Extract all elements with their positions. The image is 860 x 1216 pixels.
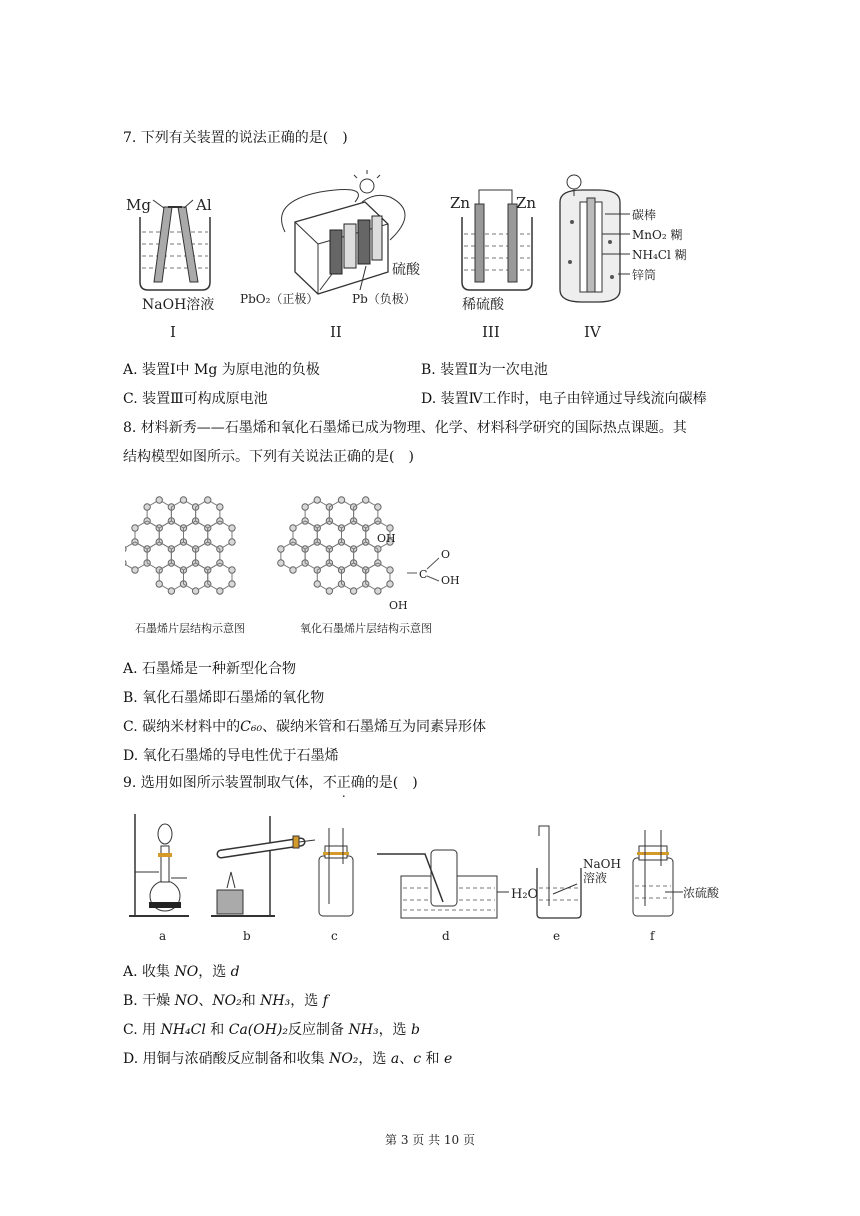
label-zinc-can: 锌筒 [632, 268, 657, 282]
q9-c-sep1: 和 [205, 1022, 229, 1038]
apparatus-iii [450, 190, 536, 341]
q8-option-c[interactable] [123, 717, 486, 737]
q8-stem-line1: 8. 材料新秀——石墨烯和氧化石墨烯已成为物理、化学、材料科学研究的国际热点课题。其 [123, 420, 687, 436]
hexagon-ring [354, 500, 378, 528]
hexagon-ring [281, 542, 305, 570]
q9-c-text1: C. 用 [123, 1022, 161, 1038]
hexagon-ring [183, 521, 207, 549]
q9-a-formula-no: NO [174, 964, 199, 980]
hexagon-ring [317, 563, 341, 591]
label-carbon-rod: 碳棒 [632, 208, 657, 222]
hexagon-ring [329, 500, 353, 528]
graphene-oxide-caption: 氧化石墨烯片层结构示意图 [300, 622, 432, 635]
label-mno2: MnO₂ 糊 [632, 228, 683, 242]
apparatus-e [537, 826, 621, 943]
q9-stem [123, 773, 418, 793]
q9-stem-suffix: 的是( ) [364, 775, 418, 791]
label-mg: Mg [126, 196, 151, 214]
carbon-atom [314, 497, 320, 503]
q8-option-c-suffix: 、碳纳米管和石墨烯互为同素异形体 [262, 719, 487, 735]
letter-b: b [243, 929, 251, 943]
letter-a: a [159, 929, 167, 943]
carbon-atom [338, 497, 344, 503]
carbon-atom [229, 567, 235, 573]
hexagon-ring [305, 542, 329, 570]
letter-d: d [442, 929, 450, 943]
q9-a-text2: ，选 [198, 964, 231, 980]
q9-d-choice-c: c [413, 1051, 422, 1067]
apparatus-d [377, 850, 538, 943]
q9-b-formula-no: NO [174, 993, 199, 1009]
carbon-atom [278, 560, 284, 566]
hexagon-ring [171, 542, 195, 570]
q9-d-text1: D. 用铜与浓硝酸反应制备和收集 [123, 1051, 330, 1067]
q8-option-d[interactable]: D. 氧化石墨烯的导电性优于石墨烯 [123, 748, 339, 764]
hexagon-ring [196, 500, 220, 528]
q8-option-b[interactable]: B. 氧化石墨烯即石墨烯的氧化物 [123, 690, 325, 706]
hexagon-ring [329, 542, 353, 570]
label-pbo2: PbO₂（正极） [240, 292, 319, 306]
apparatus-c [319, 828, 353, 943]
graphene-caption: 石墨烯片层结构示意图 [135, 622, 245, 635]
q9-d-formula-no2: NO₂ [329, 1051, 359, 1067]
q9-b-text1: B. 干燥 [123, 993, 175, 1009]
hexagon-ring [159, 521, 183, 549]
carbon-atom [132, 525, 138, 531]
naoh-label: NaOH [583, 857, 621, 871]
apparatus-f [633, 830, 720, 943]
carbon-atom [192, 588, 198, 594]
q8-stem-line2: 结构模型如图所示。下列有关说法正确的是( ) [123, 449, 414, 465]
letter-e: e [553, 929, 561, 943]
hexagon-ring [171, 500, 195, 528]
hexagon-ring [208, 563, 232, 591]
acid-label: 浓硫酸 [683, 886, 720, 900]
carbon-atom [217, 504, 223, 510]
letter-c: c [331, 929, 338, 943]
carbon-atom [375, 504, 381, 510]
q8-figure [125, 486, 465, 646]
q9-b-sep1: 、 [198, 993, 213, 1009]
hexagon-ring [159, 563, 183, 591]
hexagon-ring [147, 500, 171, 528]
q9-option-b[interactable] [123, 991, 328, 1011]
q7-option-c[interactable]: C. 装置Ⅲ可构成原电池 [123, 391, 268, 407]
graphene-oxide-lattice [278, 497, 394, 594]
hexagon-ring [196, 542, 220, 570]
carbon-atom [350, 588, 356, 594]
label-al: Al [196, 196, 212, 214]
c-label: C [419, 568, 428, 581]
cooh-oh-label: OH [441, 574, 460, 587]
q9-c-formula-nh4cl: NH₄Cl [160, 1022, 206, 1038]
carbon-atom [387, 525, 393, 531]
carbon-atom [290, 567, 296, 573]
q9-d-sep2: 和 [421, 1051, 444, 1067]
carbon-atom [314, 581, 320, 587]
label-dilute-acid: 稀硫酸 [462, 297, 504, 313]
q9-d-sep1: 、 [399, 1051, 414, 1067]
q9-b-sep2: 和 [241, 993, 261, 1009]
letter-f: f [650, 929, 655, 943]
q9-a-choice: d [230, 964, 240, 980]
carbon-atom [278, 546, 284, 552]
q9-stem-prefix: 9. 选用如图所示装置制取气体， [123, 775, 323, 791]
hexagon-ring [305, 500, 329, 528]
q9-option-c[interactable] [123, 1020, 420, 1040]
hexagon-ring [366, 563, 390, 591]
label-zn-right: Zn [516, 194, 537, 212]
label-zn-left: Zn [450, 194, 471, 212]
carbon-atom [229, 525, 235, 531]
hexagon-ring [317, 521, 341, 549]
roman-iii: III [482, 323, 500, 341]
carbon-atom [302, 504, 308, 510]
carbon-atom [387, 567, 393, 573]
carbon-atom [290, 525, 296, 531]
o-label: O [441, 548, 451, 561]
oh-bottom-label: OH [389, 599, 408, 612]
carbon-atom [387, 581, 393, 587]
carbon-atom [168, 588, 174, 594]
carbon-atom [156, 497, 162, 503]
carbon-atom [156, 581, 162, 587]
q9-stem-emphasis: 不正确 [322, 775, 365, 791]
hexagon-ring [125, 542, 147, 570]
q9-c-formula-caoh2: Ca(OH)₂ [228, 1022, 289, 1038]
hexagon-ring [293, 521, 317, 549]
q9-d-text2: ，选 [358, 1051, 391, 1067]
q9-c-text2: ，选 [378, 1022, 412, 1038]
label-h2so4: 硫酸 [392, 262, 420, 278]
naoh-solution-label: 溶液 [583, 871, 608, 885]
q9-figure [125, 806, 735, 946]
q8-option-c-prefix: C. 碳纳米材料中的 [123, 719, 241, 735]
roman-iv: IV [584, 323, 601, 341]
q9-a-text1: A. 收集 [123, 964, 175, 980]
q9-c-formula-nh3: NH₃ [348, 1022, 379, 1038]
roman-ii: II [330, 323, 342, 341]
apparatus-iv [560, 175, 687, 341]
q9-d-choice-e: e [443, 1051, 453, 1067]
carbon-atom [326, 588, 332, 594]
label-nh4cl: NH₄Cl 糊 [632, 248, 687, 262]
q9-b-choice: f [322, 993, 328, 1009]
carbon-atom [363, 497, 369, 503]
h2o-label: H₂O [511, 887, 539, 902]
q7-option-a[interactable]: A. 装置Ⅰ中 Mg 为原电池的负极 [123, 362, 320, 378]
carbon-atom [229, 539, 235, 545]
carbon-atom [375, 588, 381, 594]
page-footer: 第 3 页 共 10 页 [385, 1133, 475, 1147]
q7-stem: 7. 下列有关装置的说法正确的是( ) [123, 130, 348, 146]
q9-option-d[interactable] [123, 1049, 452, 1069]
apparatus-a [129, 814, 189, 943]
c60-formula: C₆₀ [240, 719, 263, 735]
q9-b-text2: ，选 [290, 993, 323, 1009]
q9-c-choice: b [411, 1022, 420, 1038]
hexagon-ring [341, 563, 365, 591]
carbon-atom [132, 567, 138, 573]
hexagon-ring [183, 563, 207, 591]
hexagon-ring [341, 521, 365, 549]
hexagon-ring [135, 521, 159, 549]
label-pb: Pb（负极） [352, 292, 416, 306]
label-naoh: NaOH溶液 [142, 297, 215, 313]
q9-b-formula-no2: NO₂ [212, 993, 242, 1009]
q9-option-a[interactable] [123, 962, 240, 982]
q7-figure [120, 162, 740, 347]
q9-d-choice-a: a [390, 1051, 400, 1067]
roman-i: I [170, 323, 176, 341]
carbon-atom [217, 588, 223, 594]
q7-option-b[interactable]: B. 装置Ⅱ为一次电池 [421, 362, 548, 378]
q8-option-a[interactable]: A. 石墨烯是一种新型化合物 [123, 661, 297, 677]
hexagon-ring [208, 521, 232, 549]
carbon-atom [180, 497, 186, 503]
apparatus-i [126, 196, 214, 341]
q7-option-d[interactable]: D. 装置Ⅳ工作时，电子由锌通过导线流向碳棒 [421, 391, 707, 407]
apparatus-ii [240, 170, 421, 341]
carbon-atom [144, 504, 150, 510]
carbon-atom [229, 581, 235, 587]
oh-top-label: OH [377, 532, 396, 545]
carbon-atom [205, 497, 211, 503]
q9-c-sep2: 反应制备 [288, 1022, 349, 1038]
graphene-lattice [125, 497, 235, 594]
q9-b-formula-nh3: NH₃ [260, 993, 291, 1009]
hexagon-ring [354, 542, 378, 570]
hexagon-ring [147, 542, 171, 570]
apparatus-b [211, 816, 315, 943]
